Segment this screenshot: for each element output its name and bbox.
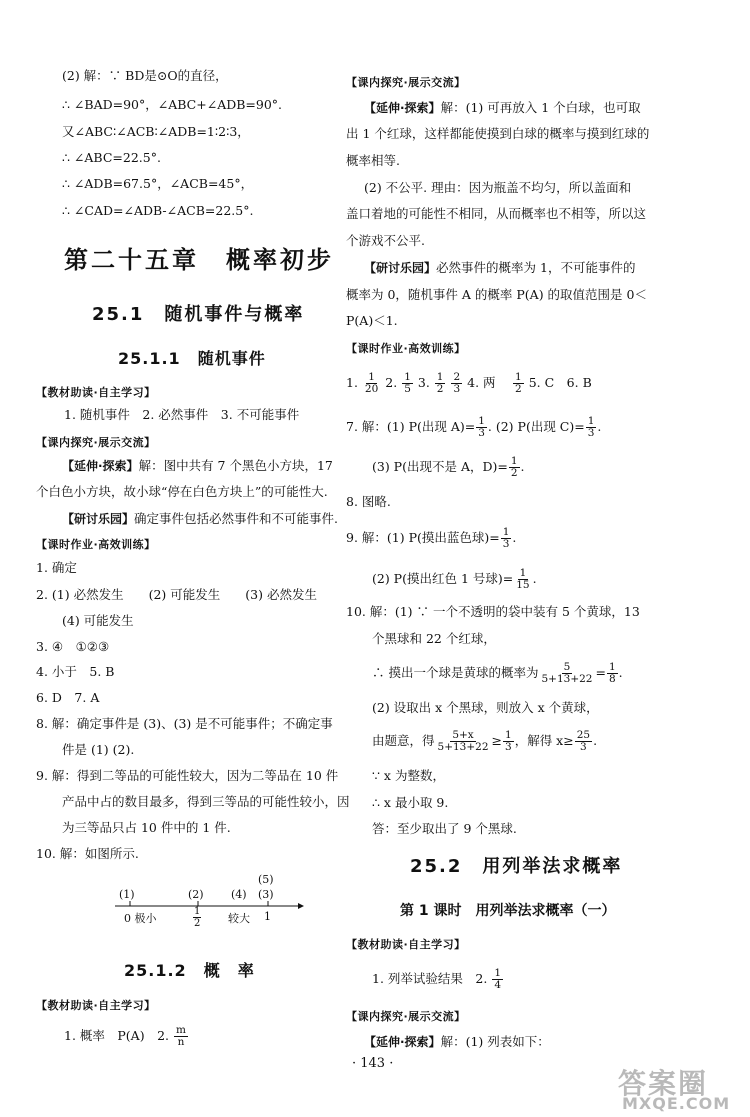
fraction-m-over-n <box>174 1025 188 1048</box>
r-answer-line <box>372 968 504 991</box>
r-answer-text: 1. 列举试验结果 2. <box>372 971 488 986</box>
watermark-url: MXQE.COM <box>622 1094 731 1113</box>
q10c-text: ∴ 摸出一个球是黄球的概率为 <box>372 665 539 680</box>
frac-den: 5+13+22 <box>541 673 593 685</box>
subsection-title-25-1-1: 25.1.1 随机事件 <box>118 349 266 368</box>
nl-label-top-2: (2) <box>188 888 204 901</box>
r-hw-q10c: ∴ 摸出一个球是黄球的概率为 $\frac{5}{5+13+22}$ = $\frac{1}{8}$ . <box>372 661 623 685</box>
frac-den: n <box>177 1036 185 1048</box>
frac-1-2-b <box>513 372 524 395</box>
frac-q10e <box>436 730 491 753</box>
nl-label-zero-very-small: 0 极小 <box>124 912 157 925</box>
section-header-homework: 【课时作业·高效训练】 <box>36 538 156 551</box>
frac-q10c <box>539 662 594 685</box>
hw-q3: 3. ④ ①②③ <box>36 639 110 654</box>
frac-num: 1 <box>502 526 510 538</box>
frac-num: m <box>176 1024 186 1036</box>
nl-label-half <box>193 906 201 929</box>
frac-num: 1 <box>436 371 444 383</box>
nl-label-top-5: (5) <box>258 873 274 886</box>
r-hw-q10a: 10. 解：(1) ∵ 一个不透明的袋中装有 5 个黄球，13 <box>346 604 640 619</box>
frac-q10e-3 <box>575 730 592 753</box>
frac-num: 1 <box>519 567 527 579</box>
q2-label: 2. <box>385 375 398 390</box>
frac-num: 5 <box>563 661 571 673</box>
r-extension-tag: 【延伸·探索】 <box>364 101 441 115</box>
frac-2-3 <box>451 372 462 395</box>
r-extension2-text: 解：(1) 列表如下： <box>440 1034 550 1049</box>
r-section-header-explore-2: 【课内探究·展示交流】 <box>346 1010 466 1023</box>
nl-label-large: 较大 <box>228 912 250 925</box>
nl-label-top-1: (1) <box>119 888 135 901</box>
frac-num: 1 <box>515 371 522 383</box>
frac-den: 3 <box>502 538 510 550</box>
frac-num: 2 <box>453 371 461 383</box>
frac-den: 15 <box>516 579 530 591</box>
hw-q9c: 为三等品只占 10 件中的 1 件. <box>62 820 231 835</box>
r-hw-q10e: 由题意，得 $\frac{5+x}{5+13+22}$ ≥ $\frac{1}{3}$ ，解得 x≥ $\frac{25}{3}$ . <box>372 729 598 753</box>
extension-text: 解：图中共有 7 个黑色小方块，17 <box>138 458 333 473</box>
q7a2-text: . (2) P(出现 C)= <box>487 419 585 434</box>
r-extension-text: 解：(1) 可再放入 1 个白球，也可取 <box>440 100 641 115</box>
r-extension-line-1 <box>364 100 641 116</box>
frac-q9a <box>501 527 512 550</box>
nl-label-one: 1 <box>264 910 271 923</box>
frac-num: 1 <box>478 415 485 427</box>
q3-label: 3. <box>417 375 430 390</box>
left-line-5: ∴ ∠ADB=67.5°，∠ACB=45°， <box>62 176 254 191</box>
frac-den: 3 <box>505 741 512 753</box>
q1-label: 1. <box>346 375 358 390</box>
r-section-header-homework: 【课时作业·高效训练】 <box>346 342 466 355</box>
subsection-title-25-1-2: 25.1.2 概 率 <box>124 961 255 980</box>
left-line-4: ∴ ∠ABC=22.5°. <box>62 150 161 165</box>
hw-q6: 6. D 7. A <box>36 690 100 705</box>
frac-den: 3 <box>453 383 461 395</box>
hw-q1: 1. 确定 <box>36 560 77 575</box>
nl-half-num: 1 <box>194 906 201 917</box>
frac-1-5 <box>402 372 413 395</box>
frac-den: 3 <box>587 427 595 439</box>
frac-den: 3 <box>580 741 587 753</box>
chapter-title: 第二十五章 概率初步 <box>64 246 334 274</box>
frac-den: 20 <box>364 383 379 395</box>
nl-half-den: 2 <box>194 918 201 929</box>
left-line-6: ∴ ∠CAD=∠ADB-∠ACB=22.5°. <box>62 203 254 218</box>
r-hw-q10d: (2) 设取出 x 个黑球，则放入 x 个黄球， <box>372 700 599 715</box>
frac-num: 1 <box>510 455 518 467</box>
frac-num: 25 <box>576 729 591 741</box>
q7a-text: 7. 解：(1) P(出现 A)= <box>346 419 476 434</box>
frac-q7a2 <box>586 416 597 439</box>
research-text: 确定事件包括必然事件和不可能事件. <box>134 511 338 526</box>
hw-q8a: 8. 解：确定事件是 (3)、(3) 是不可能事件；不确定事 <box>36 716 333 731</box>
hw-q2b: (4) 可能发生 <box>62 613 134 628</box>
r-p2-line-3: 个游戏不公平. <box>346 233 425 248</box>
r-hw-q10g: ∴ x 最小取 9. <box>372 795 449 810</box>
frac-num: 1 <box>404 371 411 383</box>
section-title-25-2: 25.2 用列举法求概率 <box>410 856 623 877</box>
hw-q9b: 产品中占的数目最多，得到三等品的可能性较小，因 <box>62 794 350 809</box>
left-line-2: ∴ ∠BAD=90°，∠ABC+∠ADB=90°. <box>62 97 283 112</box>
r-research-text: 必然事件的概率为 1，不可能事件的 <box>436 260 636 275</box>
section-header-study-2: 【教材助读·自主学习】 <box>36 999 156 1012</box>
r-research-line-2: 概率为 0，随机事件 A 的概率 P(A) 的取值范围是 0＜ <box>346 287 647 302</box>
answer-probability-text: 1. 概率 P(A) 2. <box>64 1028 170 1043</box>
frac-num: 1 <box>494 967 501 979</box>
r-research-line-1 <box>364 260 635 276</box>
r-extension-line-2: 出 1 个红球，这样都能使摸到白球的概率与摸到红球的 <box>346 126 650 141</box>
r-research-tag: 【研讨乐园】 <box>364 261 437 275</box>
q4-answer: 4. 两 <box>467 375 509 390</box>
research-tag: 【研讨乐园】 <box>62 512 135 526</box>
r-hw-q10h: 答：至少取出了 9 个黑球. <box>372 821 517 836</box>
frac-den: 8 <box>608 673 616 685</box>
left-line-1: (2) 解：∵ BD是⊙O的直径， <box>62 68 228 83</box>
answer-line: 1. 随机事件 2. 必然事件 3. 不可能事件 <box>64 407 300 422</box>
frac-1-20 <box>363 372 380 395</box>
frac-den: 5 <box>404 383 411 395</box>
frac-1-2 <box>435 372 446 395</box>
section-title-25-1: 25.1 随机事件与概率 <box>92 304 305 325</box>
q9a-text: 9. 解：(1) P(摸出蓝色球)= <box>346 530 500 545</box>
watermark-text: 答案圈 <box>618 1067 709 1100</box>
frac-num: 1 <box>505 729 512 741</box>
lesson-title: 第 1 课时 用列举法求概率（一） <box>400 903 616 919</box>
frac-den: 4 <box>494 979 501 991</box>
research-line <box>62 511 338 527</box>
hw-q10: 10. 解：如图所示. <box>36 846 139 861</box>
hw-q8b: 件是 (1) (2). <box>62 742 135 757</box>
r-section-header-study: 【教材助读·自主学习】 <box>346 938 466 951</box>
r-hw-q1 <box>346 372 592 395</box>
nl-label-top-3: (3) <box>258 888 274 901</box>
frac-q10c-result <box>607 662 618 685</box>
frac-q7a <box>476 416 487 439</box>
r-research-line-3: P(A)＜1. <box>346 313 398 328</box>
r-p2-line-1: (2) 不公平. 理由：因为瓶盖不均匀，所以盖面和 <box>364 180 632 195</box>
r-hw-q9b: (2) P(摸出红色 1 号球)= $\frac{1}{15}$ . <box>372 567 537 591</box>
frac-q10e-2 <box>503 730 514 753</box>
frac-den: 2 <box>436 383 444 395</box>
frac-den: 2 <box>515 383 522 395</box>
frac-den: 2 <box>510 467 518 479</box>
answer-probability <box>64 1025 189 1048</box>
r-hw-q7a: 7. 解：(1) P(出现 A)= $\frac{1}{3}$ . (2) P(出现 C)= $\frac{1}{3}$ . <box>346 415 602 439</box>
q10e-text: 由题意，得 <box>372 733 435 748</box>
r-extension-line-3: 概率相等. <box>346 153 400 168</box>
frac-1-4 <box>492 968 503 991</box>
frac-num: 1 <box>368 371 375 383</box>
hw-q9a: 9. 解：得到二等品的可能性较大，因为二等品在 10 件 <box>36 768 339 783</box>
r-p2-line-2: 盖口着地的可能性不相同，从而概率也不相等，所以这 <box>346 206 647 221</box>
frac-q9b <box>514 568 531 591</box>
section-header-explore: 【课内探究·展示交流】 <box>36 436 156 449</box>
r-extension2-tag: 【延伸·探索】 <box>364 1035 441 1049</box>
nl-label-top-4: (4) <box>231 888 247 901</box>
r-hw-q7b: (3) P(出现不是 A，D)= $\frac{1}{2}$ . <box>372 455 525 479</box>
frac-den: 3 <box>478 427 485 439</box>
q7b-text: (3) P(出现不是 A，D)= <box>372 459 508 474</box>
frac-num: 1 <box>587 415 595 427</box>
extension-line-2: 个白色小方块，故小球“停在白色方块上”的可能性大. <box>36 484 328 499</box>
extension-line-1 <box>62 458 333 474</box>
q9b-text: (2) P(摸出红色 1 号球)= <box>372 571 514 586</box>
frac-num: 1 <box>608 661 616 673</box>
q10e-ge: ≥ <box>491 733 502 748</box>
frac-num: 5+x <box>452 729 474 741</box>
r-hw-q8: 8. 图略. <box>346 494 391 509</box>
r-extension2-line <box>364 1034 550 1050</box>
hw-q2: 2. (1) 必然发生 (2) 可能发生 (3) 必然发生 <box>36 587 317 602</box>
extension-tag: 【延伸·探索】 <box>62 459 139 473</box>
left-line-3: 又∠ABC∶∠ACB∶∠ADB=1∶2∶3， <box>62 124 250 139</box>
section-header-study: 【教材助读·自主学习】 <box>36 386 156 399</box>
hw-q4: 4. 小于 5. B <box>36 664 115 679</box>
r-hw-q9a: 9. 解：(1) P(摸出蓝色球)= $\frac{1}{3}$ . <box>346 526 517 550</box>
q10e-solve: ，解得 x≥ <box>514 733 574 748</box>
page-number: · 143 · <box>352 1056 394 1071</box>
frac-q7b <box>509 456 520 479</box>
r-section-header-explore: 【课内探究·展示交流】 <box>346 76 466 89</box>
q5-q6-answer: 5. C 6. B <box>528 375 592 390</box>
r-hw-q10b: 个黑球和 22 个红球， <box>372 631 496 646</box>
r-hw-q10f: ∵ x 为整数， <box>372 768 445 783</box>
frac-den: 5+13+22 <box>437 741 489 753</box>
